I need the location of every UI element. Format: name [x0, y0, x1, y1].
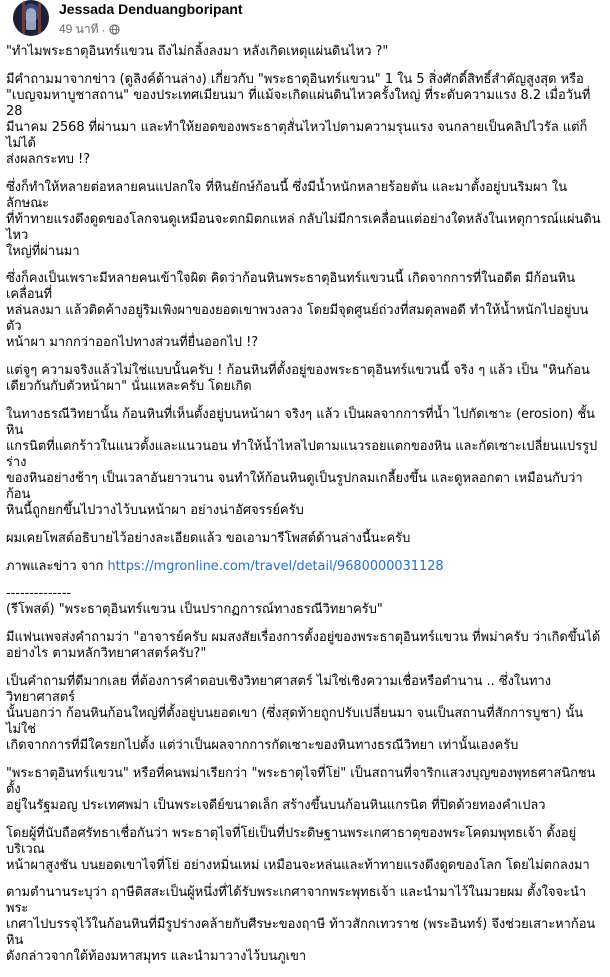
post-paragraph: มีคำถามมาจากข่าว (ดูลิงค์ด้านล่าง) เกี่ยวกับ "พระธาตุอินทร์แขวน" 1 ใน 5 สิ่งศักดิ์สิทธิ์สำคัญสูงสุด หรือ "เบญจมหาบูชาสถาน" ของประเทศเมียนมา ที่แม้จะเกิดแผ่นดินไหวครั้งใหญ่ ที่ระดับความแรง 8.2 เมื่อวันที่ 28 มีนาคม 2568 ที่ผ่านมา และทำให้ยอดของพระธาตุสั่นไหวไปตามความรุนแรง จนกลายเป็นคลิปไวรัล แต่ก็ไม่ได้ ส่งผลกระทบ !?	[6, 71, 591, 167]
post-paragraph: ตามตำนานระบุว่า ฤาษีติสสะเป็นผู้หนึ่งที่ได้รับพระเกศาจากพระพุทธเจ้า และนำมาไว้ในมวยผม ตั้งใจจะนำพระ เกศาไปบรรจุไว้ในก้อนหินที่มีรูปร่างคล้ายกับศีรษะของฤาษี ท้าวสักกเทวราช (พระอินทร์) จึงช่วยเสาะหาก้อนหิน ดังกล่าวจากใต้ท้องมหาสมุทร และนำมาวางไว้บนภูเขา	[6, 885, 596, 965]
post-meta	[59, 20, 120, 39]
globe-icon[interactable]	[109, 24, 120, 35]
post-body	[6, 44, 601, 977]
meta-separator: ·	[101, 22, 106, 37]
source-line	[6, 559, 601, 575]
separator: --------------	[6, 586, 72, 602]
avatar-detail	[22, 0, 25, 36]
post-paragraph: มีแฟนเพจส่งคำถามว่า "อาจารย์ครับ ผมสงสัยเรื่องการตั้งอยู่ของพระธาตุอินทร์แขวน ที่พม่าครับ ว่าเกิดขึ้นได้ อย่างไร ตามหลักวิทยาศาสตร์ครับ?"	[6, 630, 601, 662]
source-prefix: ภาพและข่าว จาก	[6, 558, 108, 574]
post-paragraph: ผมเคยโพสต์อธิบายไว้อย่างละเอียดแล้ว ขอเอามารีโพสต์ด้านล่างนี้นะครับ	[6, 530, 411, 546]
post-paragraph: (รีโพสต์) "พระธาตุอินทร์แขวน เป็นปรากฏการณ์ทางธรณีวิทยาครับ"	[6, 602, 383, 618]
post-paragraph: "พระธาตุอินทร์แขวน" หรือที่คนพม่าเรียกว่า "พระธาตุไจที่โย่" เป็นสถานที่จาริกแสวงบุญของพุทธศาสนิกชน ตั้ง อยู่ในรัฐมอญ ประเทศพม่า เป็นพระเจดีย์ขนาดเล็ก สร้างขึ้นบนก้อนหินแกรนิต ที่ปิดด้วยทองคำเปลว	[6, 765, 596, 813]
post-paragraph: ในทางธรณีวิทยานั้น ก้อนหินที่เห็นตั้งอยู่บนหน้าผา จริงๆ แล้ว เป็นผลจากการที่น้ำ ไปกัดเซาะ (erosion) ชั้นหิน แกรนิตที่แตกร้าวในแนวตั้งและแนวนอน ทำให้น้ำไหลไปตามแนวรอยแตกของหิน และกัดเซาะเปลี่ยนแปรรูปร่าง ของหินอย่างช้าๆ เป็นเวลาอันยาวนาน จนทำให้ก้อนหินดูเป็นรูปกลมเกลี้ยงขึ้น และดูหลอกตา เหมือนกับว่าก้อน หินนี้ถูกยกขึ้นไปวางไว้บนหน้าผา อย่างน่าอัศจรรย์ครับ	[6, 406, 598, 518]
post-paragraph: เป็นคำถามที่ดีมากเลย ที่ต้องการคำตอบเชิงวิทยาศาสตร์ ไม่ใช่เชิงความเชื่อหรือตำนาน .. ซึ่งในทางวิทยาศาสตร์ นั้นบอกว่า ก้อนหินก้อนใหญ่ที่ตั้งอยู่บนยอดเขา (ซึ่งสุดท้ายถูกปรับเปลี่ยนมา จนเป็นสถานที่สักการบูชา) นั้นไม่ใช่ เกิดจากการที่มีใครยกไปตั้ง แต่ว่าเป็นผลจากการกัดเซาะของหินทางธรณีวิทยา เท่านั้นเองครับ	[6, 673, 584, 753]
author-avatar[interactable]	[13, 0, 49, 36]
avatar-detail	[38, 0, 41, 36]
post-paragraph: "ทำไมพระธาตุอินทร์แขวน ถึงไม่กลิ้งลงมา หลังเกิดเหตุแผ่นดินไหว ?"	[6, 44, 389, 59]
author-name[interactable]: Jessada Denduangboripant	[59, 1, 243, 17]
post-paragraph: แต่จูๆ ความจริงแล้วไม่ใช่แบบนั้นครับ ! ก้อนหินที่ตั้งอยู่ของพระธาตุอินทร์แขวนนี้ จริง ๆ แล้ว เป็น "หินก้อน เดียวกันกับตัวหน้าผา" นั่นแหละครับ โดยเกิด	[6, 363, 590, 395]
post-header	[13, 0, 593, 40]
post-time[interactable]: 49 นาที	[59, 22, 99, 36]
avatar-figure	[26, 8, 36, 30]
post-paragraph: โดยผู้ที่นับถือศรัทธาเชื่อกันว่า พระธาตุไจที่โย่เป็นที่ประดิษฐานพระเกศาธาตุของพระโคดมพุทธเจ้า ตั้งอยู่บริเวณ หน้าผาสูงชัน บนยอดเขาไจที่โย่ อย่างหมิ่นเหม่ เหมือนจะหล่นและท้าทายแรงดึงดูดของโลก โดยไม่ตกลงมา	[6, 825, 590, 873]
post-paragraph: ซึ่งก็คงเป็นเพราะมีหลายคนเข้าใจผิด คิดว่าก้อนหินพระธาตุอินทร์แขวนนี้ เกิดจากการที่ในอดีต มีก้อนหินเคลื่อนที่ หล่นลงมา แล้วติดค้างอยู่ริมเพิงผาของยอดเขาพวงลวง โดยมีจุดศูนย์ถ่วงที่สมดุลพอดี ทำให้น้ำหนักไปอยู่บนตัว หน้าผา มากกว่าออกไปทางส่วนที่ยื่นออกไป !?	[6, 271, 589, 351]
post-paragraph: ซึ่งก็ทำให้หลายต่อหลายคนแปลกใจ ที่หินยักษ์ก้อนนี้ ซึ่งมีน้ำหนักหลายร้อยตัน และมาตั้งอยู่บนริมผา ในลักษณะ ที่ท้าทายแรงดึงดูดของโลกจนดูเหมือนจะตกมิตกแหล่ กลับไม่มีการเคลื่อนแต่อย่างใดหลังในเหตุการณ์แผ่นดินไหว ใหญ่ที่ผ่านมา	[6, 179, 601, 259]
source-link[interactable]: https://mgronline.com/travel/detail/9680000031128	[107, 558, 444, 574]
